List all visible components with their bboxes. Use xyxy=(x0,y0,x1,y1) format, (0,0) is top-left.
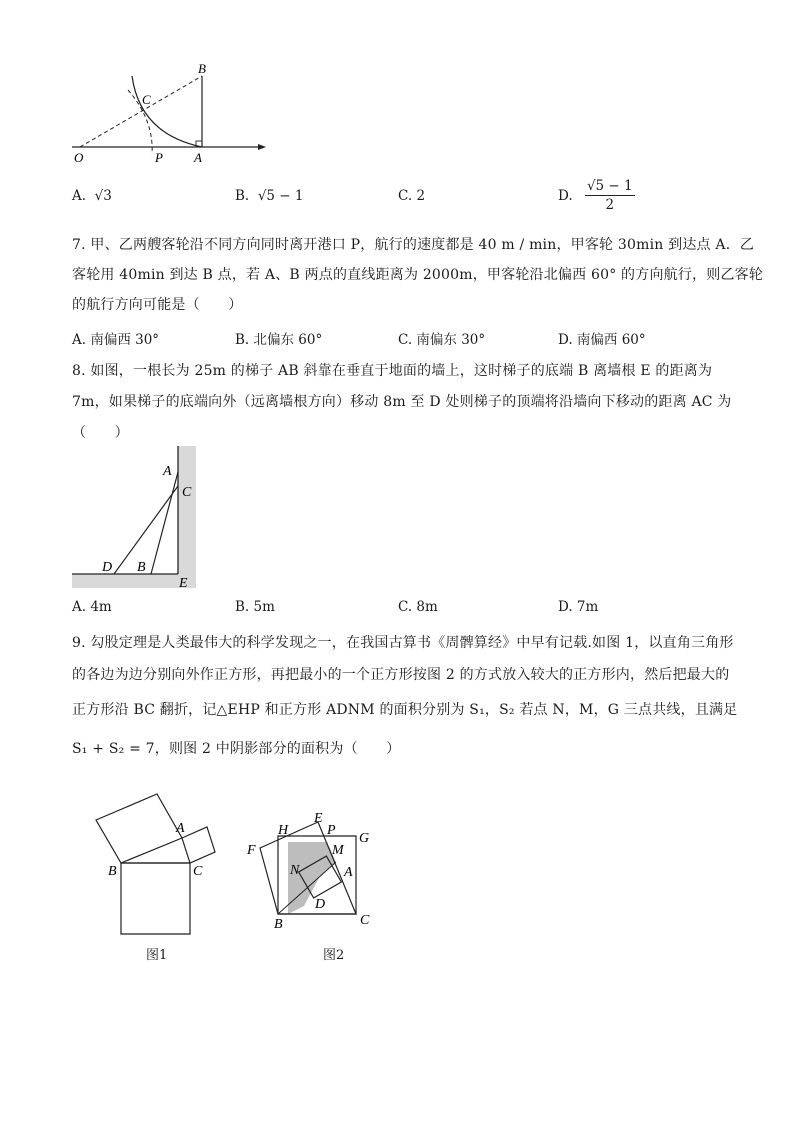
q8-option-b[interactable]: B. 5m xyxy=(235,599,275,615)
q6-figure xyxy=(66,58,276,168)
q6-option-d[interactable]: D. $\frac{√5 - 1}{2}$ xyxy=(558,178,633,213)
q8-line3: （ ） xyxy=(72,425,129,441)
ladder-ab xyxy=(151,472,178,574)
ground-shading xyxy=(72,574,196,588)
wall-shading xyxy=(178,446,196,588)
dashed-ob xyxy=(80,76,202,147)
q9-line3: 正方形沿 BC 翻折，记△EHP 和正方形 ADNM 的面积分别为 S₁，S₂ 若点 N，M，G 三点共线，且满足 xyxy=(72,702,738,718)
label-F: F xyxy=(247,843,256,858)
q8-line2: 7m，如果梯子的底端向外（远离墙根方向）移动 8m 至 D 处则梯子的顶端将沿墙向下移动的距离 AC 为 xyxy=(72,394,732,410)
fraction: $\frac{√5 - 1}{2}$ xyxy=(586,178,633,213)
q9-line4: S₁ + S₂ = 7，则图 2 中阴影部分的面积为（ ） xyxy=(72,741,401,757)
q7-line3: 的航行方向可能是（ ） xyxy=(72,297,243,313)
q6-option-a[interactable]: A. √3 xyxy=(72,188,112,204)
q8-option-d[interactable]: D. 7m xyxy=(558,599,599,615)
middle-square xyxy=(96,794,182,863)
label-G: G xyxy=(359,831,370,846)
label-C: C xyxy=(193,864,203,879)
label-B: B xyxy=(137,560,146,575)
label-C: C xyxy=(182,485,192,500)
label-M: M xyxy=(332,843,344,858)
q7-option-c[interactable]: C. 南偏东 30° xyxy=(398,332,486,348)
label-A: A xyxy=(194,150,202,165)
q7-option-a[interactable]: A. 南偏西 30° xyxy=(72,332,160,348)
arc-ac xyxy=(132,76,202,147)
label-C: C xyxy=(360,913,370,928)
label-A: A xyxy=(344,865,353,880)
label-P: P xyxy=(155,150,163,165)
q8-option-a[interactable]: A. 4m xyxy=(72,599,112,615)
ladder-dc xyxy=(114,486,178,574)
label-H: H xyxy=(278,823,289,838)
label-A: A xyxy=(176,821,185,836)
q9-figure-2 xyxy=(244,806,384,930)
q7-option-b[interactable]: B. 北偏东 60° xyxy=(235,332,323,348)
label-D: D xyxy=(315,897,326,912)
largest-square xyxy=(121,863,190,934)
q7-line2: 客轮用 40min 到达 B 点，若 A、B 两点的直线距离为 2000m，甲客轮沿北偏西 60° 的方向航行，则乙客轮 xyxy=(72,267,764,283)
label-A: A xyxy=(163,464,172,479)
figure-2-caption: 图2 xyxy=(323,948,345,963)
q8-option-c[interactable]: C. 8m xyxy=(398,599,438,615)
small-square xyxy=(182,827,215,863)
q7-option-d[interactable]: D. 南偏西 60° xyxy=(558,332,646,348)
shaded-region xyxy=(288,842,336,914)
label-N: N xyxy=(290,863,300,878)
label-B: B xyxy=(108,864,117,879)
q9-line1: 9. 勾股定理是人类最伟大的科学发现之一，在我国古算书《周髀算经》中早有记载.如图 1，以直角三角形 xyxy=(72,635,734,651)
figure-1-caption: 图1 xyxy=(146,948,168,963)
label-C: C xyxy=(142,92,151,107)
q9-figure-1 xyxy=(86,778,246,938)
label-P: P xyxy=(327,823,336,838)
label-B: B xyxy=(274,917,283,930)
axis-arrow xyxy=(258,144,266,150)
label-B: B xyxy=(198,61,206,76)
q9-line2: 的各边为边分别向外作正方形，再把最小的一个正方形按图 2 的方式放入较大的正方形内，然后把最大的 xyxy=(72,667,730,683)
q6-option-c[interactable]: C. 2 xyxy=(398,188,426,204)
q7-line1: 7. 甲、乙两艘客轮沿不同方向同时离开港口 P，航行的速度都是 40 m / min，甲客轮 30min 到达点 A．乙 xyxy=(72,237,755,253)
label-D: D xyxy=(102,560,113,575)
q8-figure xyxy=(70,444,200,590)
label-E: E xyxy=(179,576,188,590)
label-E: E xyxy=(314,811,323,826)
q6-option-b[interactable]: B. √5 − 1 xyxy=(235,188,304,204)
q8-line1: 8. 如图，一根长为 25m 的梯子 AB 斜靠在垂直于地面的墙上，这时梯子的底端 B 离墙根 E 的距离为 xyxy=(72,363,713,379)
label-O: O xyxy=(74,150,84,165)
